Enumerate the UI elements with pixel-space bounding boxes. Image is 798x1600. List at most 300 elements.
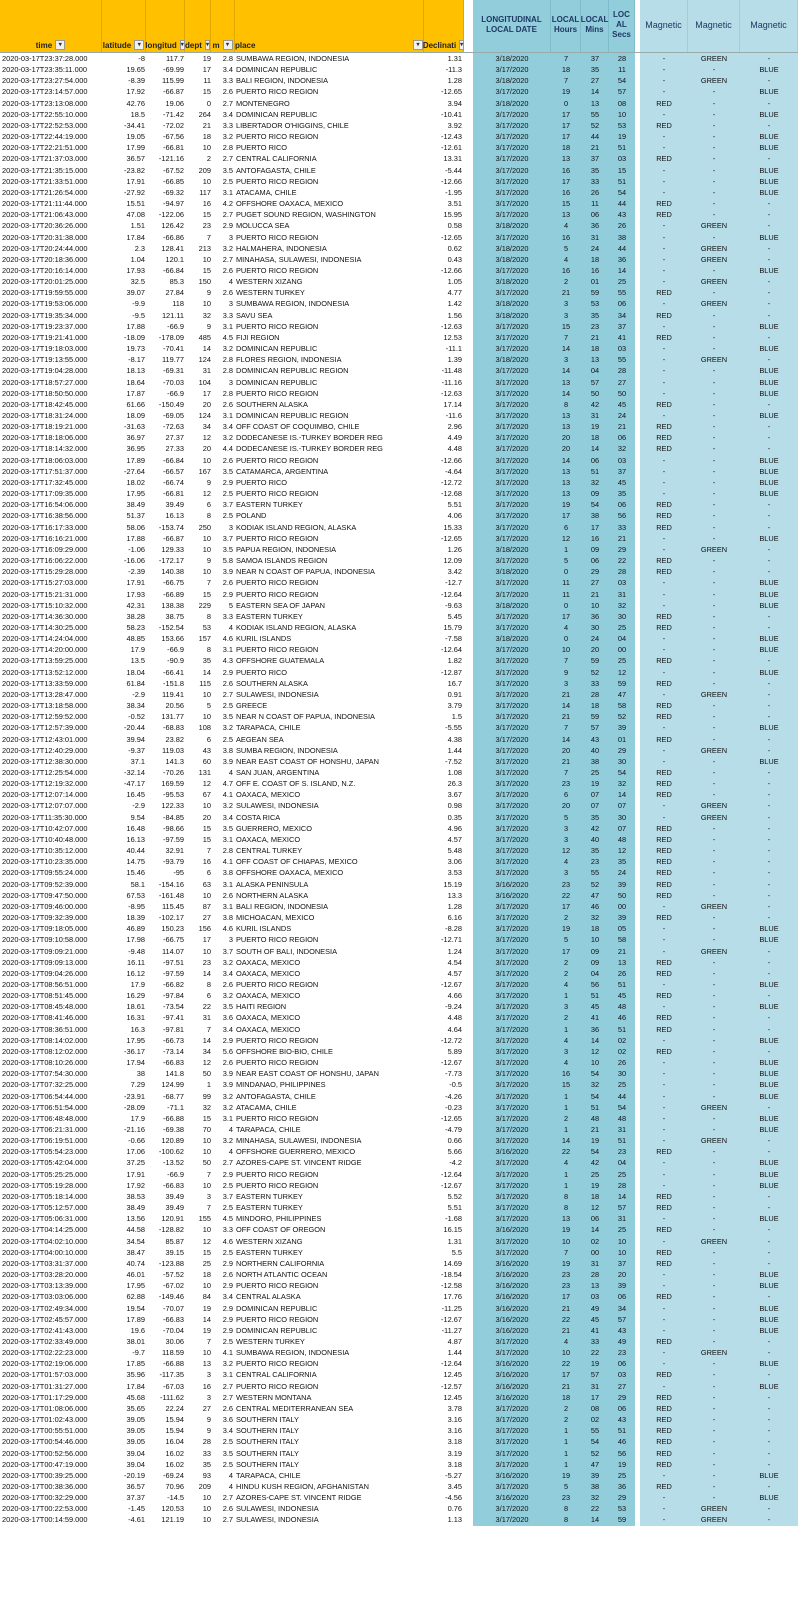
cell-magnetic-1[interactable]: RED — [640, 287, 688, 298]
cell-declination[interactable]: 1.26 — [447, 544, 462, 554]
cell-place[interactable]: PUERTO RICO REGION — [236, 132, 319, 142]
cell-longitude[interactable]: -97.41 — [163, 1013, 184, 1023]
cell-local-hours[interactable]: 21 — [551, 287, 581, 298]
cell-mag[interactable]: 3.7 — [222, 533, 233, 543]
cell-local-date[interactable]: 3/18/2020 — [473, 254, 551, 265]
cell-declination[interactable]: -4.2 — [449, 1158, 462, 1168]
cell-declination[interactable]: -7.52 — [445, 756, 462, 766]
cell-longitude[interactable]: -66.9 — [167, 321, 184, 331]
cell-declination[interactable]: -12.67 — [441, 1314, 462, 1324]
cell-depth[interactable]: 17 — [202, 388, 211, 398]
cell-magnetic-1[interactable]: - — [640, 1303, 688, 1314]
cell-magnetic-2[interactable]: - — [688, 343, 740, 354]
cell-magnetic-3[interactable]: BLUE — [740, 589, 798, 600]
filter-dropdown-icon[interactable]: ▾ — [134, 40, 144, 50]
cell-local-mins[interactable]: 10 — [581, 1057, 609, 1068]
cell-place[interactable]: DOMINICAN REPUBLIC — [236, 344, 318, 354]
cell-magnetic-1[interactable]: RED — [640, 310, 688, 321]
cell-magnetic-3[interactable]: - — [740, 611, 798, 622]
cell-latitude[interactable]: 13.56 — [126, 1214, 145, 1224]
cell-magnetic-2[interactable]: - — [688, 1459, 740, 1470]
cell-place[interactable]: SUMBAWA REGION, INDONESIA — [236, 299, 350, 309]
cell-magnetic-2[interactable]: GREEN — [688, 800, 740, 811]
table-row[interactable] — [0, 1113, 798, 1124]
cell-magnetic-2[interactable]: - — [688, 700, 740, 711]
cell-local-hours[interactable]: 14 — [551, 455, 581, 466]
cell-mag[interactable]: 3.2 — [222, 1091, 233, 1101]
cell-magnetic-1[interactable]: - — [640, 1213, 688, 1224]
cell-longitude[interactable]: -72.63 — [163, 422, 184, 432]
cell-longitude[interactable]: -66.41 — [163, 667, 184, 677]
cell-place[interactable]: MICHOACAN, MEXICO — [236, 913, 315, 923]
cell-place[interactable]: MOLUCCA SEA — [236, 221, 290, 231]
cell-local-mins[interactable]: 21 — [581, 142, 609, 153]
cell-depth[interactable]: 20 — [202, 399, 211, 409]
cell-local-date[interactable]: 3/17/2020 — [473, 287, 551, 298]
cell-magnetic-1[interactable]: - — [640, 1325, 688, 1336]
cell-place[interactable]: NEAR N COAST OF PAPUA, INDONESIA — [236, 567, 375, 577]
cell-time[interactable]: 2020-03-17T06:19:51.000 — [2, 1136, 88, 1146]
cell-depth[interactable]: 8 — [206, 645, 211, 655]
cell-declination[interactable]: 0.58 — [447, 221, 462, 231]
cell-magnetic-2[interactable]: GREEN — [688, 544, 740, 555]
cell-local-date[interactable]: 3/17/2020 — [473, 834, 551, 845]
cell-magnetic-3[interactable]: BLUE — [740, 923, 798, 934]
cell-local-date[interactable]: 3/17/2020 — [473, 856, 551, 867]
cell-time[interactable]: 2020-03-17T16:06:22.000 — [2, 556, 88, 566]
cell-mag[interactable]: 3.3 — [222, 611, 233, 621]
cell-magnetic-3[interactable]: - — [740, 1258, 798, 1269]
cell-local-date[interactable]: 3/18/2020 — [473, 75, 551, 86]
cell-magnetic-1[interactable]: - — [640, 298, 688, 309]
cell-magnetic-1[interactable]: RED — [640, 1425, 688, 1436]
cell-place[interactable]: NEAR N COAST OF PAPUA, INDONESIA — [236, 712, 375, 722]
cell-time[interactable]: 2020-03-17T07:32:25.000 — [2, 1080, 88, 1090]
cell-place[interactable]: EASTERN SEA OF JAPAN — [236, 600, 325, 610]
cell-mag[interactable]: 3.9 — [222, 756, 233, 766]
cell-time[interactable]: 2020-03-17T16:54:06.000 — [2, 500, 88, 510]
cell-declination[interactable]: 3.06 — [447, 857, 462, 867]
cell-place[interactable]: SUMBAWA REGION, INDONESIA — [236, 1348, 350, 1358]
cell-latitude[interactable]: -9.5 — [132, 310, 145, 320]
cell-longitude[interactable]: 120.1 — [165, 254, 184, 264]
cell-latitude[interactable]: -23.82 — [124, 165, 145, 175]
cell-declination[interactable]: -12.66 — [441, 455, 462, 465]
cell-longitude[interactable]: 15.94 — [165, 1415, 184, 1425]
cell-local-hours[interactable]: 23 — [551, 778, 581, 789]
cell-local-date[interactable]: 3/17/2020 — [473, 1057, 551, 1068]
cell-magnetic-3[interactable]: - — [740, 879, 798, 890]
cell-magnetic-3[interactable]: BLUE — [740, 1001, 798, 1012]
cell-local-date[interactable]: 3/16/2020 — [473, 1392, 551, 1403]
cell-depth[interactable]: 12 — [202, 489, 211, 499]
cell-latitude[interactable]: 38.53 — [126, 1191, 145, 1201]
cell-mag[interactable]: 3.3 — [222, 1225, 233, 1235]
cell-declination[interactable]: 16.15 — [443, 1225, 462, 1235]
cell-time[interactable]: 2020-03-17T18:50:50.000 — [2, 388, 88, 398]
cell-depth[interactable]: 10 — [202, 567, 211, 577]
table-row[interactable] — [0, 1124, 798, 1135]
cell-magnetic-2[interactable]: - — [688, 1224, 740, 1235]
cell-longitude[interactable]: 30.06 — [165, 1336, 184, 1346]
cell-mag[interactable]: 4 — [228, 277, 233, 287]
cell-local-date[interactable]: 3/17/2020 — [473, 421, 551, 432]
cell-time[interactable]: 2020-03-17T10:42:07.000 — [2, 823, 88, 833]
column-header-longitude[interactable] — [146, 0, 185, 52]
cell-local-mins[interactable]: 04 — [581, 365, 609, 376]
cell-magnetic-1[interactable]: - — [640, 86, 688, 97]
cell-depth[interactable]: 33 — [202, 1448, 211, 1458]
cell-local-hours[interactable]: 5 — [551, 243, 581, 254]
cell-longitude[interactable]: -67.56 — [163, 132, 184, 142]
cell-depth[interactable]: 50 — [202, 1158, 211, 1168]
cell-mag[interactable]: 2.7 — [222, 1158, 233, 1168]
cell-local-date[interactable]: 3/17/2020 — [473, 321, 551, 332]
cell-declination[interactable]: 3.79 — [447, 701, 462, 711]
cell-depth[interactable]: 104 — [198, 377, 211, 387]
cell-magnetic-1[interactable]: RED — [640, 990, 688, 1001]
cell-local-mins[interactable]: 16 — [581, 265, 609, 276]
cell-declination[interactable]: 0.66 — [447, 1136, 462, 1146]
cell-local-hours[interactable]: 15 — [551, 1079, 581, 1090]
cell-magnetic-3[interactable]: BLUE — [740, 1057, 798, 1068]
cell-local-secs[interactable]: 00 — [609, 901, 635, 912]
cell-magnetic-1[interactable]: RED — [640, 1369, 688, 1380]
cell-magnetic-2[interactable]: GREEN — [688, 298, 740, 309]
cell-local-hours[interactable]: 22 — [551, 1358, 581, 1369]
cell-place[interactable]: AZORES-CAPE ST. VINCENT RIDGE — [236, 1493, 362, 1503]
cell-local-mins[interactable]: 50 — [581, 388, 609, 399]
cell-local-secs[interactable]: 03 — [609, 455, 635, 466]
cell-declination[interactable]: 3.78 — [447, 1403, 462, 1413]
cell-time[interactable]: 2020-03-17T11:35:30.000 — [2, 812, 87, 822]
cell-mag[interactable]: 5 — [228, 600, 233, 610]
cell-magnetic-1[interactable]: - — [640, 946, 688, 957]
cell-magnetic-1[interactable]: RED — [640, 867, 688, 878]
cell-longitude[interactable]: -151.8 — [163, 678, 184, 688]
cell-local-date[interactable]: 3/17/2020 — [473, 1001, 551, 1012]
cell-magnetic-3[interactable]: BLUE — [740, 1358, 798, 1369]
cell-place[interactable]: PUERTO RICO REGION — [236, 533, 319, 543]
cell-declination[interactable]: -5.27 — [445, 1470, 462, 1480]
cell-declination[interactable]: -0.23 — [445, 1102, 462, 1112]
cell-depth[interactable]: 14 — [202, 1314, 211, 1324]
cell-mag[interactable]: 2.5 — [222, 1459, 233, 1469]
cell-time[interactable]: 2020-03-17T00:32:29.000 — [2, 1493, 88, 1503]
cell-longitude[interactable]: -66.74 — [163, 477, 184, 487]
cell-latitude[interactable]: 19.65 — [126, 65, 145, 75]
cell-time[interactable]: 2020-03-17T05:12:57.000 — [2, 1203, 88, 1213]
cell-depth[interactable]: 10 — [202, 946, 211, 956]
cell-local-mins[interactable]: 01 — [581, 276, 609, 287]
cell-longitude[interactable]: -123.88 — [158, 1258, 184, 1268]
table-row[interactable] — [0, 522, 798, 533]
cell-local-secs[interactable]: 00 — [609, 644, 635, 655]
cell-longitude[interactable]: -172.17 — [158, 556, 184, 566]
cell-place[interactable]: SUMBAWA REGION, INDONESIA — [236, 54, 350, 63]
cell-latitude[interactable]: -2.9 — [132, 689, 145, 699]
cell-local-secs[interactable]: 14 — [609, 789, 635, 800]
cell-local-mins[interactable]: 22 — [581, 1503, 609, 1514]
cell-magnetic-3[interactable]: - — [740, 957, 798, 968]
cell-local-secs[interactable]: 07 — [609, 823, 635, 834]
cell-declination[interactable]: 1.42 — [447, 299, 462, 309]
cell-longitude[interactable]: -66.88 — [163, 1113, 184, 1123]
cell-depth[interactable]: 250 — [198, 522, 211, 532]
cell-mag[interactable]: 2.5 — [222, 511, 233, 521]
cell-local-secs[interactable]: 30 — [609, 812, 635, 823]
cell-local-date[interactable]: 3/17/2020 — [473, 1113, 551, 1124]
cell-local-mins[interactable]: 19 — [581, 1180, 609, 1191]
cell-depth[interactable]: 8 — [206, 611, 211, 621]
cell-magnetic-2[interactable]: - — [688, 1336, 740, 1347]
table-row[interactable] — [0, 823, 798, 834]
cell-magnetic-1[interactable]: - — [640, 644, 688, 655]
cell-time[interactable]: 2020-03-17T09:32:39.000 — [2, 913, 88, 923]
cell-depth[interactable]: 27 — [202, 1403, 211, 1413]
cell-magnetic-2[interactable]: - — [688, 64, 740, 75]
cell-magnetic-3[interactable]: - — [740, 421, 798, 432]
cell-longitude[interactable]: -161.48 — [158, 890, 184, 900]
cell-longitude[interactable]: -122.06 — [158, 210, 184, 220]
cell-longitude[interactable]: -66.75 — [163, 578, 184, 588]
cell-magnetic-1[interactable]: RED — [640, 767, 688, 778]
cell-latitude[interactable]: 19.73 — [126, 344, 145, 354]
cell-local-mins[interactable]: 59 — [581, 287, 609, 298]
table-row[interactable] — [0, 577, 798, 588]
cell-local-hours[interactable]: 17 — [551, 131, 581, 142]
cell-declination[interactable]: -12.66 — [441, 176, 462, 186]
cell-latitude[interactable]: 17.98 — [126, 935, 145, 945]
cell-place[interactable]: BALI REGION, INDONESIA — [236, 76, 328, 86]
cell-local-mins[interactable]: 42 — [581, 1157, 609, 1168]
cell-place[interactable]: SULAWESI, INDONESIA — [236, 1504, 319, 1514]
cell-longitude[interactable]: -117.35 — [159, 1370, 184, 1380]
cell-latitude[interactable]: -31.63 — [124, 422, 145, 432]
cell-local-hours[interactable]: 1 — [551, 1169, 581, 1180]
cell-longitude[interactable]: -69.99 — [163, 65, 184, 75]
table-row[interactable] — [0, 1436, 798, 1447]
cell-mag[interactable]: 4.1 — [222, 790, 233, 800]
cell-longitude[interactable]: -121.16 — [158, 154, 184, 164]
cell-local-date[interactable]: 3/17/2020 — [473, 1436, 551, 1447]
table-row[interactable] — [0, 778, 798, 789]
cell-magnetic-2[interactable]: - — [688, 1146, 740, 1157]
table-row[interactable] — [0, 153, 798, 164]
table-row[interactable] — [0, 1336, 798, 1347]
cell-place[interactable]: ANTOFAGASTA, CHILE — [236, 1091, 316, 1101]
cell-mag[interactable]: 4 — [228, 1470, 233, 1480]
cell-place[interactable]: DOMINICAN REPUBLIC — [236, 377, 318, 387]
cell-magnetic-1[interactable]: - — [640, 756, 688, 767]
cell-magnetic-3[interactable]: - — [740, 812, 798, 823]
column-header-local-hours[interactable] — [551, 0, 581, 52]
cell-time[interactable]: 2020-03-17T09:47:50.000 — [2, 890, 88, 900]
cell-local-hours[interactable]: 16 — [551, 1068, 581, 1079]
cell-mag[interactable]: 2.6 — [222, 578, 233, 588]
cell-declination[interactable]: 3.67 — [447, 790, 462, 800]
cell-place[interactable]: PUERTO RICO REGION — [236, 1180, 319, 1190]
cell-local-hours[interactable]: 0 — [551, 633, 581, 644]
cell-place[interactable]: CENTRAL TURKEY — [236, 846, 303, 856]
cell-declination[interactable]: 3.16 — [447, 1426, 462, 1436]
table-row[interactable] — [0, 1347, 798, 1358]
cell-place[interactable]: DOMINICAN REPUBLIC — [236, 65, 318, 75]
cell-place[interactable]: CATAMARCA, ARGENTINA — [236, 466, 329, 476]
cell-time[interactable]: 2020-03-17T06:21:31.000 — [2, 1125, 88, 1134]
cell-mag[interactable]: 2.6 — [222, 1058, 233, 1068]
cell-magnetic-2[interactable]: GREEN — [688, 946, 740, 957]
cell-longitude[interactable]: -68.77 — [163, 1091, 184, 1101]
cell-place[interactable]: SOUTHERN ITALY — [236, 1426, 299, 1436]
table-row[interactable] — [0, 1325, 798, 1336]
table-row[interactable] — [0, 455, 798, 466]
cell-local-mins[interactable]: 37 — [581, 53, 609, 64]
cell-local-hours[interactable]: 3 — [551, 354, 581, 365]
cell-time[interactable]: 2020-03-17T18:06:03.000 — [2, 455, 88, 465]
cell-local-hours[interactable]: 21 — [551, 1381, 581, 1392]
cell-magnetic-3[interactable]: BLUE — [740, 488, 798, 499]
cell-local-secs[interactable]: 28 — [609, 365, 635, 376]
cell-local-hours[interactable]: 2 — [551, 1113, 581, 1124]
cell-magnetic-3[interactable]: - — [740, 678, 798, 689]
cell-local-date[interactable]: 3/17/2020 — [473, 678, 551, 689]
cell-local-secs[interactable]: 23 — [609, 1146, 635, 1157]
cell-magnetic-3[interactable]: BLUE — [740, 633, 798, 644]
cell-time[interactable]: 2020-03-17T19:35:34.000 — [2, 310, 88, 320]
cell-local-mins[interactable]: 38 — [581, 1481, 609, 1492]
cell-declination[interactable]: 2.96 — [447, 422, 462, 432]
cell-declination[interactable]: -5.55 — [445, 723, 462, 733]
cell-declination[interactable]: -12.7 — [445, 578, 462, 588]
cell-local-secs[interactable]: 31 — [609, 589, 635, 600]
cell-declination[interactable]: -4.56 — [445, 1493, 462, 1503]
cell-local-date[interactable]: 3/17/2020 — [473, 510, 551, 521]
cell-depth[interactable]: 23 — [202, 957, 211, 967]
cell-longitude[interactable]: -97.59 — [163, 968, 184, 978]
cell-time[interactable]: 2020-03-17T05:54:23.000 — [2, 1147, 88, 1157]
cell-magnetic-3[interactable]: - — [740, 566, 798, 577]
cell-depth[interactable]: 19 — [202, 1303, 211, 1313]
cell-mag[interactable]: 4 — [228, 1125, 233, 1134]
cell-time[interactable]: 2020-03-17T02:45:57.000 — [2, 1314, 88, 1324]
cell-magnetic-1[interactable]: - — [640, 1079, 688, 1090]
cell-longitude[interactable]: -72.02 — [163, 120, 184, 130]
cell-latitude[interactable]: 1.04 — [130, 254, 145, 264]
cell-longitude[interactable]: 118.59 — [161, 1348, 184, 1358]
cell-declination[interactable]: -11.3 — [445, 65, 462, 75]
cell-place[interactable]: NORTHERN CALIFORNIA — [236, 1258, 325, 1268]
cell-magnetic-1[interactable]: RED — [640, 655, 688, 666]
cell-time[interactable]: 2020-03-17T09:52:39.000 — [2, 879, 88, 889]
cell-local-mins[interactable]: 19 — [581, 1135, 609, 1146]
cell-magnetic-1[interactable]: - — [640, 1314, 688, 1325]
cell-place[interactable]: OFF COAST OF CHIAPAS, MEXICO — [236, 857, 358, 867]
cell-longitude[interactable]: -150.49 — [158, 399, 184, 409]
cell-mag[interactable]: 3.4 — [222, 109, 233, 119]
cell-place[interactable]: SAN JUAN, ARGENTINA — [236, 768, 320, 777]
cell-local-date[interactable]: 3/17/2020 — [473, 611, 551, 622]
cell-time[interactable]: 2020-03-17T09:46:00.000 — [2, 901, 88, 911]
cell-declination[interactable]: -4.64 — [445, 466, 462, 476]
cell-local-secs[interactable]: 29 — [609, 1392, 635, 1403]
cell-local-date[interactable]: 3/16/2020 — [473, 890, 551, 901]
cell-local-mins[interactable]: 14 — [581, 1514, 609, 1525]
cell-local-secs[interactable]: 54 — [609, 75, 635, 86]
cell-place[interactable]: CENTRAL CALIFORNIA — [236, 154, 317, 164]
cell-longitude[interactable]: -66.82 — [163, 979, 184, 989]
cell-magnetic-1[interactable]: - — [640, 1514, 688, 1525]
cell-local-secs[interactable]: 57 — [609, 86, 635, 97]
cell-local-secs[interactable]: 04 — [609, 1157, 635, 1168]
cell-magnetic-3[interactable]: BLUE — [740, 1113, 798, 1124]
cell-local-hours[interactable]: 4 — [551, 856, 581, 867]
cell-time[interactable]: 2020-03-17T23:35:11.000 — [2, 65, 87, 75]
cell-local-mins[interactable]: 47 — [581, 890, 609, 901]
table-row[interactable] — [0, 510, 798, 521]
cell-latitude[interactable]: 32.5 — [130, 277, 145, 287]
cell-place[interactable]: PUERTO RICO REGION — [236, 578, 319, 588]
cell-local-hours[interactable]: 17 — [551, 946, 581, 957]
cell-local-mins[interactable]: 46 — [581, 901, 609, 912]
cell-magnetic-3[interactable]: - — [740, 510, 798, 521]
cell-magnetic-3[interactable]: BLUE — [740, 1470, 798, 1481]
cell-latitude[interactable]: 17.9 — [130, 1113, 145, 1123]
cell-local-secs[interactable]: 25 — [609, 1224, 635, 1235]
table-row[interactable] — [0, 165, 798, 176]
cell-magnetic-1[interactable]: - — [640, 410, 688, 421]
cell-depth[interactable]: 15 — [202, 823, 211, 833]
cell-place[interactable]: PAPUA REGION, INDONESIA — [236, 544, 337, 554]
cell-place[interactable]: ANTOFAGASTA, CHILE — [236, 165, 316, 175]
cell-magnetic-2[interactable]: - — [688, 98, 740, 109]
table-row[interactable] — [0, 800, 798, 811]
cell-local-date[interactable]: 3/16/2020 — [473, 1369, 551, 1380]
cell-longitude[interactable]: 120.89 — [161, 1136, 184, 1146]
cell-local-secs[interactable]: 03 — [609, 577, 635, 588]
cell-magnetic-1[interactable]: - — [640, 466, 688, 477]
cell-local-hours[interactable]: 21 — [551, 1303, 581, 1314]
cell-local-hours[interactable]: 23 — [551, 1269, 581, 1280]
cell-local-hours[interactable]: 21 — [551, 1325, 581, 1336]
cell-time[interactable]: 2020-03-17T08:14:02.000 — [2, 1035, 88, 1045]
cell-place[interactable]: SAMOA ISLANDS REGION — [236, 556, 328, 566]
cell-time[interactable]: 2020-03-17T19:13:55.000 — [2, 355, 88, 365]
cell-local-secs[interactable]: 15 — [609, 165, 635, 176]
cell-declination[interactable]: 4.57 — [447, 968, 462, 978]
cell-longitude[interactable]: -73.14 — [163, 1046, 184, 1056]
cell-local-secs[interactable]: 51 — [609, 1135, 635, 1146]
cell-local-secs[interactable]: 54 — [609, 1102, 635, 1113]
cell-local-hours[interactable]: 2 — [551, 912, 581, 923]
cell-declination[interactable]: -18.54 — [441, 1270, 462, 1280]
cell-place[interactable]: DOMINICAN REPUBLIC — [236, 1303, 318, 1313]
cell-magnetic-3[interactable]: - — [740, 1191, 798, 1202]
cell-longitude[interactable]: -68.83 — [163, 723, 184, 733]
cell-local-mins[interactable]: 49 — [581, 1303, 609, 1314]
cell-local-secs[interactable]: 26 — [609, 220, 635, 231]
cell-depth[interactable]: 131 — [198, 768, 211, 777]
cell-depth[interactable]: 2 — [206, 154, 211, 164]
cell-latitude[interactable]: -36.17 — [124, 1046, 145, 1056]
table-row[interactable] — [0, 388, 798, 399]
cell-magnetic-2[interactable]: - — [688, 979, 740, 990]
cell-local-hours[interactable]: 4 — [551, 1057, 581, 1068]
cell-magnetic-3[interactable]: BLUE — [740, 1325, 798, 1336]
column-header-depth[interactable] — [185, 0, 211, 52]
cell-latitude[interactable]: 35.96 — [126, 1370, 145, 1380]
cell-place[interactable]: MINDORO, PHILIPPINES — [236, 1214, 322, 1224]
